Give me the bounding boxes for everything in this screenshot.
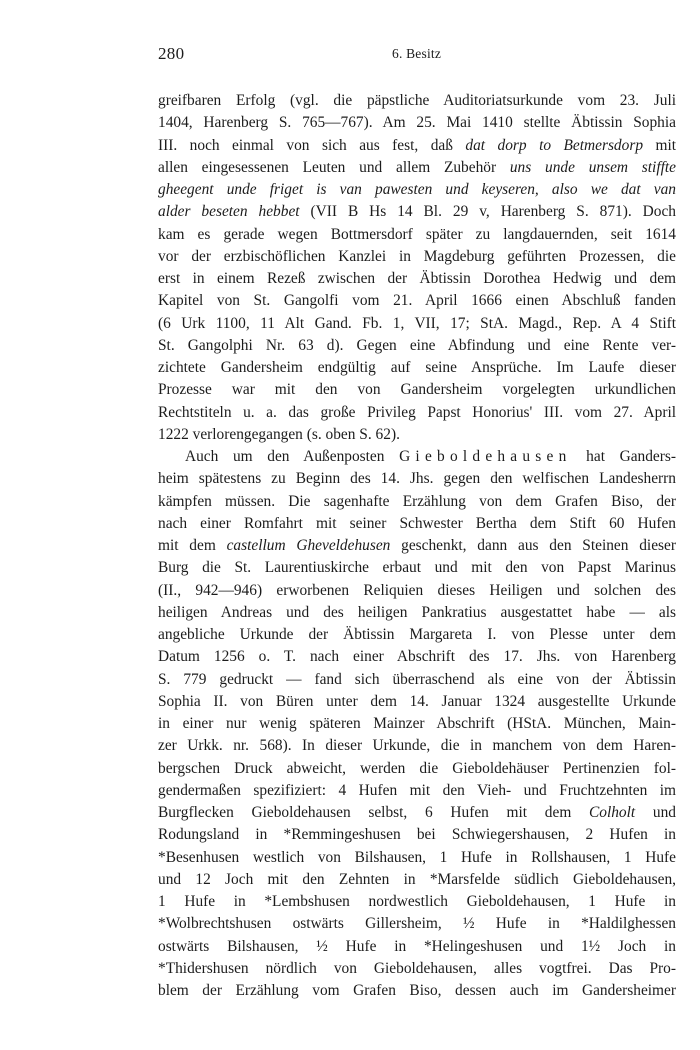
text-line	[158, 201, 676, 223]
text-segment: Auch um den Außenposten	[185, 448, 400, 465]
text-line	[158, 624, 676, 646]
text-segment: mit dem	[158, 537, 227, 554]
text-segment: in einer nur wenig späteren Mainzer Abschrift (HStA. München, Main-	[158, 715, 676, 732]
text-line	[158, 780, 676, 802]
text-line	[158, 557, 676, 579]
text-segment: erst in einem Rezeß zwischen der Äbtissin Dorothea Hedwig und dem	[158, 270, 676, 287]
text-line	[158, 980, 676, 1002]
text-line	[158, 691, 676, 713]
text-segment: blem der Erzählung vom Grafen Biso, dessen auch im Gandersheimer	[158, 982, 676, 999]
text-line	[158, 313, 676, 335]
text-segment: Rodungsland in *Remmingeshusen bei Schwiegershausen, 2 Hufen in	[158, 826, 676, 844]
text-segment: heiligen Andreas und des heiligen Pankratius ausgestattet habe — als	[158, 603, 676, 621]
text-segment: angebliche Urkunde der Äbtissin Margareta I. von Plesse unter dem	[158, 626, 676, 643]
text-segment: Kapitel von St. Gangolfi vom 21. April 1666 einen Abschluß fanden	[158, 292, 676, 310]
text-line	[158, 157, 676, 179]
text-line	[158, 179, 676, 201]
text-line	[158, 357, 676, 379]
text-segment: geschenkt, dann aus den Steinen dieser	[390, 537, 676, 554]
text-line	[158, 669, 676, 691]
italic-text: dat dorp to Betmersdorp	[465, 136, 644, 154]
text-line	[158, 224, 676, 246]
text-line	[158, 446, 676, 468]
text-segment: III. noch einmal von sich aus fest, daß	[158, 136, 466, 154]
text-line	[158, 869, 676, 891]
italic-text: Colholt	[589, 804, 636, 821]
spaced-text: Gieboldehausen	[399, 448, 572, 465]
page-number: 280	[158, 44, 185, 63]
text-segment: (VII B Hs 14 Bl. 29 v, Harenberg S. 871). Doch	[299, 203, 676, 221]
text-line	[158, 958, 676, 980]
text-line	[158, 335, 676, 357]
text-line	[158, 268, 676, 290]
italic-text: castellum Gheveldehusen	[226, 537, 391, 554]
text-line	[158, 646, 676, 668]
text-segment: gendermaßen spezifiziert: 4 Hufen mit den Vieh- und Fruchtzehnten im	[158, 781, 676, 799]
text-line	[158, 602, 676, 624]
text-segment: Datum 1256 o. T. nach einer Abschrift des 17. Jhs. von Harenberg	[158, 648, 676, 666]
text-line	[158, 90, 676, 112]
text-line	[158, 290, 676, 312]
italic-text: gheegent unde friget is van pawesten und keyseren, also we dat van	[158, 181, 676, 198]
text-line	[158, 135, 676, 157]
text-line	[158, 580, 676, 602]
text-line	[158, 713, 676, 735]
text-segment: vor der erzbischöflichen Kanzlei in Magdeburg geführten Prozessen, die	[158, 247, 676, 265]
text-line	[158, 424, 676, 446]
text-line	[158, 468, 676, 490]
text-segment: und	[635, 804, 676, 821]
text-line	[158, 847, 676, 869]
text-segment: greifbaren Erfolg (vgl. die päpstliche Auditoriatsurkunde vom 23. Juli	[158, 92, 676, 109]
text-segment: allen eingesessenen Leuten und allem Zubehör	[158, 158, 510, 176]
text-segment: Burg die St. Laurentiuskirche erbaut und mit den von Papst Marinus	[158, 559, 676, 577]
text-segment: Sophia II. von Büren unter dem 14. Januar 1324 ausgestellte Urkunde	[158, 692, 676, 710]
text-segment: Burgflecken Gieboldehausen selbst, 6 Hufen mit dem	[158, 804, 589, 821]
text-line	[158, 891, 676, 913]
text-segment: ostwärts Bilshausen, ½ Hufe in *Helingeshusen und 1½ Joch in	[158, 937, 676, 955]
text-segment: heim spätestens zu Beginn des 14. Jhs. gegen den welfischen Landesherrn	[158, 470, 676, 488]
text-segment: hat Ganders-	[571, 448, 676, 465]
text-line	[158, 735, 676, 757]
text-segment: 1222 verlorengegangen (s. oben S. 62).	[158, 425, 400, 443]
text-segment: Prozesse war mit den von Gandersheim vorgelegten urkundlichen	[158, 381, 676, 399]
text-line	[158, 491, 676, 513]
text-segment: (II., 942—946) erworbenen Reliquien dieses Heiligen und solchen des	[158, 581, 676, 599]
text-segment: *Besenhusen westlich von Bilshausen, 1 Hufe in Rollshausen, 1 Hufe	[158, 848, 676, 866]
text-segment: kämpfen müssen. Die sagenhafte Erzählung von dem Grafen Biso, der	[158, 492, 676, 510]
text-line	[158, 513, 676, 535]
text-line	[158, 379, 676, 401]
text-segment: kam es gerade wegen Bottmersdorf später zu langdauernden, seit 1614	[158, 225, 676, 243]
text-segment: 1 Hufe in *Lembshusen nordwestlich Gieboldehausen, 1 Hufe in	[158, 893, 676, 910]
text-line	[158, 535, 676, 557]
text-line	[158, 936, 676, 958]
body-text	[158, 90, 676, 1002]
italic-text: alder beseten hebbet	[158, 203, 300, 221]
text-segment: bergschen Druck abweicht, werden die Gieboldehäuser Pertinenzien fol-	[158, 759, 676, 777]
text-segment: 1404, Harenberg S. 765—767). Am 25. Mai 1410 stellte Äbtissin Sophia	[158, 114, 676, 132]
text-line	[158, 246, 676, 268]
text-segment: *Wolbrechtshusen ostwärts Gillersheim, ½ Hufe in *Haldilghessen	[158, 915, 676, 933]
text-line	[158, 913, 676, 935]
text-line	[158, 402, 676, 424]
text-line	[158, 758, 676, 780]
text-segment: *Thidershusen nördlich von Gieboldehausen, alles vogtfrei. Das Pro-	[158, 959, 676, 977]
text-segment: St. Gangolphi Nr. 63 d). Gegen eine Abfindung und eine Rente ver-	[158, 336, 676, 354]
text-segment: zichtete Gandersheim endgültig auf seine Ansprüche. Im Laufe dieser	[158, 359, 676, 376]
text-line	[158, 112, 676, 134]
italic-text: uns unde unsem stiffte	[509, 158, 676, 176]
text-line	[158, 824, 676, 846]
text-segment: Rechtstiteln u. a. das große Privileg Papst Honorius' III. vom 27. April	[158, 403, 676, 421]
text-segment: zer Urkk. nr. 568). In dieser Urkunde, die in manchem von dem Haren-	[158, 737, 676, 755]
text-line	[158, 802, 676, 824]
text-segment: und 12 Joch mit den Zehnten in *Marsfelde südlich Gieboldehausen,	[158, 870, 676, 888]
text-segment: nach einer Romfahrt mit seiner Schwester Bertha dem Stift 60 Hufen	[158, 514, 676, 532]
text-segment: S. 779 gedruckt — fand sich überraschend als eine von der Äbtissin	[158, 670, 676, 688]
running-head: 6. Besitz	[392, 46, 442, 61]
text-segment: (6 Urk 1100, 11 Alt Gand. Fb. 1, VII, 17; StA. Magd., Rep. A 4 Stift	[158, 314, 676, 332]
text-segment: mit	[643, 136, 676, 154]
